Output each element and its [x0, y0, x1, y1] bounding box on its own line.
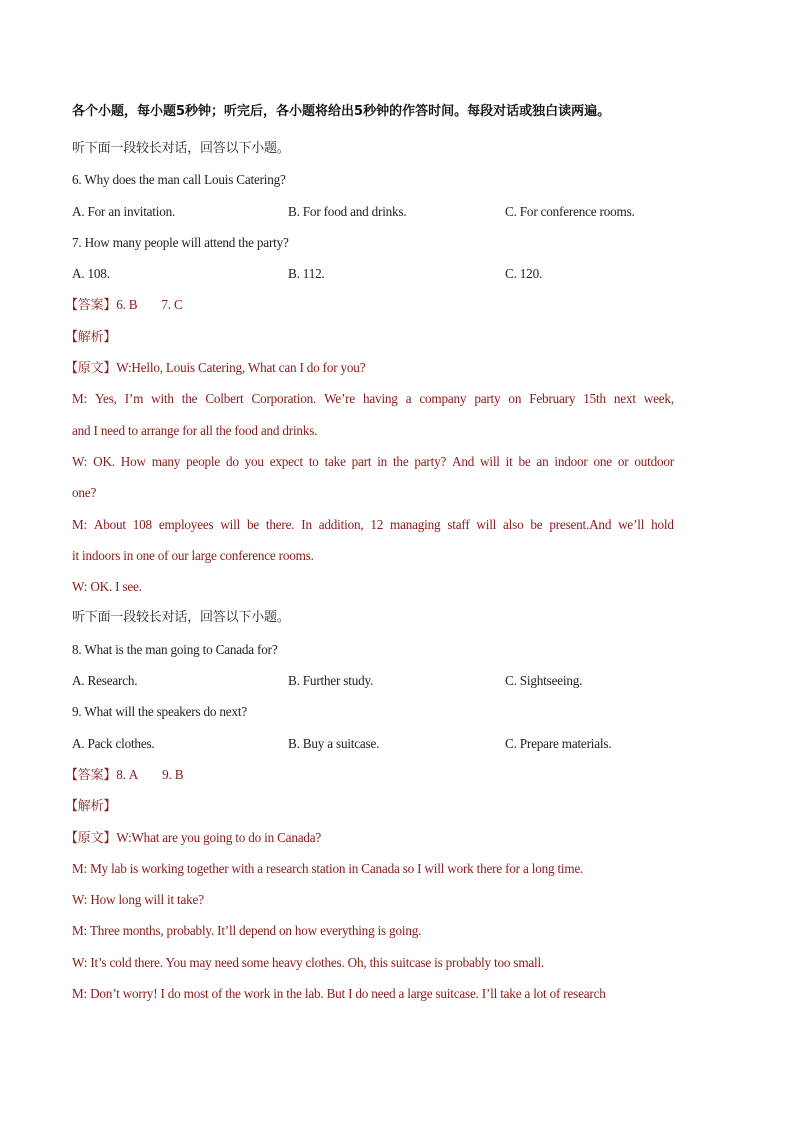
transcript-line: W: OK. I see. [72, 579, 142, 595]
option-a: A. Research. [72, 673, 138, 689]
transcript-line: and I need to arrange for all the food and drinks. [72, 422, 318, 438]
option-b: B. Buy a suitcase. [288, 735, 380, 751]
analysis-tag: 【解析】 [65, 799, 117, 815]
option-a: A. Pack clothes. [72, 735, 155, 751]
option-c: C. Prepare materials. [505, 735, 612, 751]
transcript-line: W: How long will it take? [72, 892, 204, 908]
question-8-options [72, 665, 674, 696]
original-tag: 【原文】 [65, 361, 117, 377]
question-6-options [72, 196, 674, 227]
answer-tag: 【答案】 [65, 298, 117, 314]
option-c: C. Sightseeing. [505, 673, 583, 689]
option-b: B. For food and drinks. [288, 203, 407, 219]
transcript-line: W: It’s cold there. You may need some heavy clothes. Oh, this suitcase is probably too small. [72, 954, 545, 970]
answer-line [65, 289, 674, 320]
question-9-options [72, 728, 674, 759]
option-b: B. Further study. [288, 673, 374, 689]
transcript-line-justified: W: OK. How many people do you expect to take part in the party? And will it be an indoor one or outdoor [72, 453, 674, 469]
transcript-line: it indoors in one of our large conference rooms. [72, 547, 314, 563]
transcript-line: 【原文】W:What are you going to do in Canada? [65, 829, 322, 846]
question-9: 9. What will the speakers do next? [72, 704, 247, 720]
transcript-line-justified: M: About 108 employees will be there. In addition, 12 managing staff will also be present.And we’ll hold [72, 516, 674, 532]
transcript-line: M: My lab is working together with a research station in Canada so I will work there for a long time. [72, 860, 584, 876]
answer-tag: 【答案】 [65, 767, 117, 783]
option-a: A. 108. [72, 266, 110, 282]
section-instructions: 各个小题，每小题5秒钟；听完后，各小题将给出5秒钟的作答时间。每段对话或独白读两遍。 [72, 104, 611, 119]
answer-value: 7. C [161, 297, 183, 313]
answer-line [65, 759, 674, 790]
transcript-line-justified: M: Yes, I’m with the Colbert Corporation. We’re having a company party on February 15th next week, [72, 391, 674, 407]
option-c: C. For conference rooms. [505, 203, 635, 219]
answer-value: 6. B [116, 297, 138, 313]
section-prompt: 听下面一段较长对话，回答以下小题。 [72, 610, 290, 626]
question-6: 6. Why does the man call Louis Catering? [72, 172, 286, 188]
section-prompt: 听下面一段较长对话，回答以下小题。 [72, 141, 290, 156]
question-8: 8. What is the man going to Canada for? [72, 641, 278, 657]
analysis-line [65, 790, 674, 821]
transcript-line: M: Don’t worry! I do most of the work in the lab. But I do need a large suitcase. I’ll take a lot of research [72, 986, 606, 1002]
analysis-tag: 【解析】 [65, 329, 117, 345]
transcript-line: one? [72, 485, 97, 501]
original-tag: 【原文】 [65, 830, 117, 846]
option-c: C. 120. [505, 266, 543, 282]
answer-value: 8. A [116, 766, 139, 782]
answer-value: 9. B [162, 766, 184, 782]
option-a: A. For an invitation. [72, 203, 176, 219]
question-7-options [72, 258, 674, 289]
transcript-line: 【原文】W:Hello, Louis Catering, What can I do for you? [65, 360, 366, 377]
option-b: B. 112. [288, 266, 325, 282]
question-7: 7. How many people will attend the party? [72, 234, 289, 250]
analysis-line [65, 321, 674, 352]
transcript-line: M: Three months, probably. It’ll depend on how everything is going. [72, 923, 422, 939]
